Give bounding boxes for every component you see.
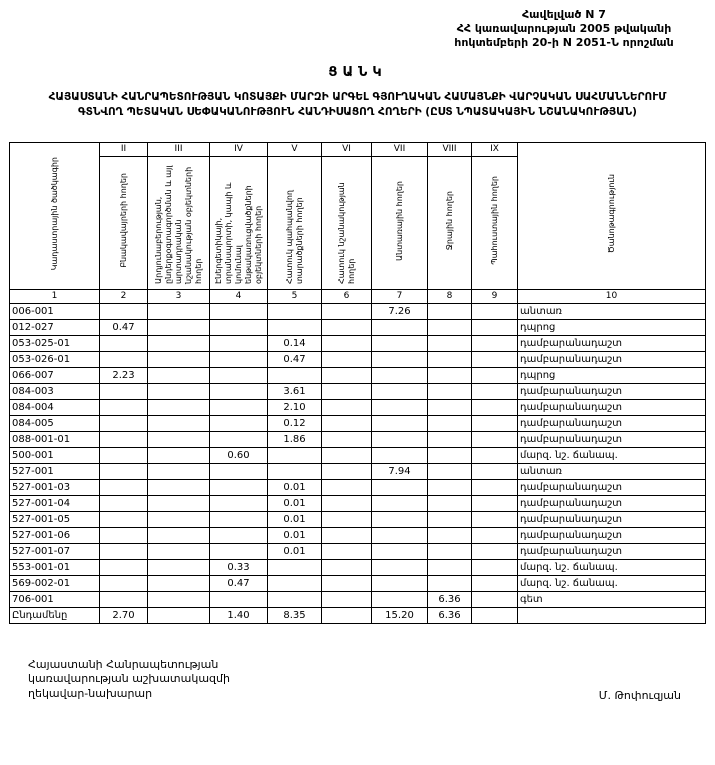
note-cell: դամբարանադաշտ <box>518 335 706 351</box>
note-cell: դամբարանադաշտ <box>518 527 706 543</box>
value-cell <box>372 591 428 607</box>
cadastral-code-cell: 084-003 <box>10 383 100 399</box>
value-cell <box>210 319 268 335</box>
value-cell <box>428 415 472 431</box>
value-cell: 0.01 <box>268 511 322 527</box>
value-cell <box>148 559 210 575</box>
note-cell: դամբարանադաշտ <box>518 511 706 527</box>
value-cell <box>472 431 518 447</box>
page-subtitle: ՀԱՅԱՍՏԱՆԻ ՀԱՆՐԱՊԵՏՈՒԹՅԱՆ ԿՈՏԱՅՔԻ ՄԱՐԶԻ ԱՐԳԵԼ ԳՅՈՒՂԱԿԱՆ ՀԱՄԱՅՆՔԻ ՎԱՐՉԱԿԱՆ ՍԱՀՄԱՆՆԵՐՈՒՄ ԳՏՆՎՈՂ ՊԵՏԱԿԱՆ ՍԵՓԱԿԱՆՈՒԹՅՈՒՆ ՀԱՆԴԻՍԱՑՈՂ ՀՈՂԵՐԻ (ԸՍՏ ՆՊԱՏԱԿԱՅԻՆ ՆՇԱՆԱԿՈՒԹՅԱՆ) <box>48 91 667 118</box>
note-cell <box>518 607 706 623</box>
value-cell <box>322 399 372 415</box>
value-cell <box>322 511 372 527</box>
value-cell <box>268 575 322 591</box>
table-row <box>10 527 706 543</box>
value-cell <box>210 399 268 415</box>
value-cell <box>428 367 472 383</box>
value-cell <box>100 335 148 351</box>
note-cell: գետ <box>518 591 706 607</box>
value-cell <box>268 591 322 607</box>
issuer-line-2: կառավարության աշխատակազմի <box>28 672 230 686</box>
column-header-forest <box>372 156 428 289</box>
value-cell <box>210 367 268 383</box>
value-cell: 7.94 <box>372 463 428 479</box>
value-cell <box>322 447 372 463</box>
value-cell <box>472 463 518 479</box>
table-row <box>10 479 706 495</box>
value-cell <box>148 575 210 591</box>
column-header-special-purpose <box>322 156 372 289</box>
cadastral-code-cell: 500-001 <box>10 447 100 463</box>
value-cell: 0.01 <box>268 479 322 495</box>
value-cell <box>372 335 428 351</box>
cadastral-code-cell: 088-001-01 <box>10 431 100 447</box>
value-cell <box>472 575 518 591</box>
value-cell <box>428 335 472 351</box>
value-cell <box>372 351 428 367</box>
number-row-cell: 4 <box>210 289 268 303</box>
number-row-cell: 9 <box>472 289 518 303</box>
note-cell: դամբարանադաշտ <box>518 543 706 559</box>
table-row <box>10 303 706 319</box>
rotated-header: Ջրային հողեր <box>444 191 454 251</box>
value-cell <box>210 303 268 319</box>
table-row <box>10 559 706 575</box>
value-cell <box>472 447 518 463</box>
rotated-header: Էներգետիկայի, տրանսպորտի, կապի և կոմունալ ենթակառուցվածքների օբյեկտների հողեր <box>213 182 263 284</box>
note-cell: դպրոց <box>518 319 706 335</box>
note-cell: մարզ. նշ. ճանապ. <box>518 447 706 463</box>
value-cell <box>148 319 210 335</box>
value-cell <box>210 463 268 479</box>
value-cell: 0.01 <box>268 543 322 559</box>
value-cell <box>428 495 472 511</box>
value-cell <box>100 495 148 511</box>
value-cell <box>100 351 148 367</box>
value-cell <box>322 607 372 623</box>
signature-name: Մ. Թոփուզյան <box>598 689 681 703</box>
value-cell: 6.36 <box>428 591 472 607</box>
value-cell <box>100 479 148 495</box>
value-cell <box>472 591 518 607</box>
value-cell <box>472 351 518 367</box>
table-row <box>10 431 706 447</box>
value-cell <box>322 463 372 479</box>
note-cell: անտառ <box>518 303 706 319</box>
value-cell: 1.86 <box>268 431 322 447</box>
value-cell <box>472 399 518 415</box>
number-row-cell: 6 <box>322 289 372 303</box>
value-cell <box>322 367 372 383</box>
rotated-header: Կադաստրային ծածկագիր <box>49 156 59 271</box>
value-cell <box>372 527 428 543</box>
value-cell <box>322 559 372 575</box>
value-cell <box>372 399 428 415</box>
value-cell <box>210 527 268 543</box>
value-cell: 0.47 <box>268 351 322 367</box>
value-cell <box>100 511 148 527</box>
column-header-note <box>518 142 706 289</box>
value-cell <box>210 431 268 447</box>
cadastral-code-cell: 053-026-01 <box>10 351 100 367</box>
table-row <box>10 383 706 399</box>
number-row-cell: 5 <box>268 289 322 303</box>
table-body <box>10 303 706 623</box>
value-cell <box>428 511 472 527</box>
value-cell: 0.33 <box>210 559 268 575</box>
cadastral-code-cell: 084-005 <box>10 415 100 431</box>
value-cell: 15.20 <box>372 607 428 623</box>
total-row <box>10 607 706 623</box>
cadastral-code-cell: 706-001 <box>10 591 100 607</box>
value-cell <box>268 303 322 319</box>
decree-header <box>429 8 699 49</box>
value-cell <box>472 543 518 559</box>
number-row-cell: 2 <box>100 289 148 303</box>
value-cell <box>472 527 518 543</box>
value-cell <box>210 495 268 511</box>
value-cell <box>472 607 518 623</box>
note-cell: դամբարանադաշտ <box>518 383 706 399</box>
value-cell <box>148 367 210 383</box>
roman-numeral-cell: II <box>100 142 148 156</box>
value-cell <box>372 431 428 447</box>
value-cell: 7.26 <box>372 303 428 319</box>
table-row <box>10 575 706 591</box>
value-cell <box>472 559 518 575</box>
value-cell <box>372 575 428 591</box>
value-cell: 8.35 <box>268 607 322 623</box>
value-cell: 6.36 <box>428 607 472 623</box>
value-cell <box>372 543 428 559</box>
number-row <box>10 289 706 303</box>
value-cell <box>322 415 372 431</box>
land-table <box>9 142 706 624</box>
value-cell <box>428 447 472 463</box>
value-cell <box>268 319 322 335</box>
value-cell <box>210 591 268 607</box>
value-cell <box>148 335 210 351</box>
rotated-header: Պահուստային հողեր <box>489 176 499 265</box>
value-cell <box>100 399 148 415</box>
value-cell <box>472 479 518 495</box>
cadastral-code-cell: 527-001-06 <box>10 527 100 543</box>
note-cell: դամբարանադաշտ <box>518 399 706 415</box>
note-cell: անտառ <box>518 463 706 479</box>
table-row <box>10 511 706 527</box>
value-cell <box>428 463 472 479</box>
value-cell <box>472 511 518 527</box>
rotated-header: Հատուկ պահպանվող տարածքների հողեր <box>284 189 304 284</box>
value-cell <box>210 479 268 495</box>
value-cell <box>322 383 372 399</box>
cadastral-code-cell: 527-001-04 <box>10 495 100 511</box>
value-cell <box>210 335 268 351</box>
value-cell <box>428 575 472 591</box>
value-cell <box>148 495 210 511</box>
note-cell: մարզ. նշ. ճանապ. <box>518 559 706 575</box>
value-cell <box>148 479 210 495</box>
column-header-residential <box>100 156 148 289</box>
number-row-cell: 8 <box>428 289 472 303</box>
cadastral-code-cell: 012-027 <box>10 319 100 335</box>
column-header-industrial <box>148 156 210 289</box>
value-cell <box>100 591 148 607</box>
value-cell <box>428 431 472 447</box>
column-header-reserve <box>472 156 518 289</box>
value-cell <box>428 479 472 495</box>
note-cell: դամբարանադաշտ <box>518 495 706 511</box>
value-cell <box>322 319 372 335</box>
value-cell <box>210 351 268 367</box>
roman-numeral-cell: III <box>148 142 210 156</box>
table-row <box>10 591 706 607</box>
value-cell: 0.60 <box>210 447 268 463</box>
note-cell: դամբարանադաշտ <box>518 415 706 431</box>
rotated-header: Ծանոթագրություն <box>606 174 616 254</box>
value-cell <box>268 367 322 383</box>
value-cell <box>428 399 472 415</box>
column-header-water <box>428 156 472 289</box>
value-cell <box>148 399 210 415</box>
roman-numeral-cell: IX <box>472 142 518 156</box>
value-cell: 2.70 <box>100 607 148 623</box>
value-cell <box>372 447 428 463</box>
value-cell: 0.47 <box>210 575 268 591</box>
value-cell <box>148 463 210 479</box>
note-cell: դպրոց <box>518 367 706 383</box>
column-header-energy-transport <box>210 156 268 289</box>
note-cell: դամբարանադաշտ <box>518 479 706 495</box>
cadastral-code-cell: 527-001-03 <box>10 479 100 495</box>
value-cell <box>210 511 268 527</box>
roman-numeral-cell: IV <box>210 142 268 156</box>
value-cell <box>210 415 268 431</box>
value-cell <box>268 447 322 463</box>
value-cell <box>472 367 518 383</box>
value-cell <box>322 543 372 559</box>
table-row <box>10 495 706 511</box>
table-row <box>10 367 706 383</box>
value-cell <box>428 319 472 335</box>
page-title: ՑԱՆԿ <box>328 65 387 81</box>
value-cell <box>428 383 472 399</box>
value-cell: 0.47 <box>100 319 148 335</box>
value-cell <box>100 431 148 447</box>
value-cell <box>322 303 372 319</box>
value-cell <box>322 479 372 495</box>
value-cell <box>472 383 518 399</box>
value-cell <box>100 543 148 559</box>
value-cell <box>428 559 472 575</box>
number-row-cell: 10 <box>518 289 706 303</box>
column-header-cadastral-code <box>10 142 100 289</box>
value-cell <box>148 351 210 367</box>
value-cell <box>372 383 428 399</box>
rotated-header: Անտառային հողեր <box>394 180 404 261</box>
value-cell <box>372 559 428 575</box>
cadastral-code-cell: 569-002-01 <box>10 575 100 591</box>
table-row <box>10 415 706 431</box>
roman-numeral-cell: V <box>268 142 322 156</box>
page <box>0 8 715 765</box>
value-cell: 0.12 <box>268 415 322 431</box>
value-cell <box>148 415 210 431</box>
value-cell <box>322 591 372 607</box>
value-cell <box>372 495 428 511</box>
cadastral-code-cell: 527-001-05 <box>10 511 100 527</box>
value-cell <box>428 303 472 319</box>
value-cell <box>100 575 148 591</box>
value-cell <box>322 575 372 591</box>
value-cell <box>472 415 518 431</box>
value-cell <box>148 447 210 463</box>
roman-numeral-cell: VIII <box>428 142 472 156</box>
value-cell <box>472 319 518 335</box>
value-cell <box>322 431 372 447</box>
value-cell <box>148 607 210 623</box>
table-row <box>10 463 706 479</box>
value-cell <box>148 383 210 399</box>
value-cell <box>148 303 210 319</box>
value-cell <box>148 543 210 559</box>
value-cell: 2.23 <box>100 367 148 383</box>
value-cell <box>372 479 428 495</box>
value-cell <box>322 527 372 543</box>
value-cell <box>472 335 518 351</box>
value-cell <box>322 351 372 367</box>
decree-line-1: ՀՀ կառավարության 2005 թվականի <box>456 21 672 35</box>
value-cell <box>100 447 148 463</box>
cadastral-code-cell: 084-004 <box>10 399 100 415</box>
table-row <box>10 543 706 559</box>
value-cell <box>268 463 322 479</box>
roman-numeral-cell: VII <box>372 142 428 156</box>
note-cell: դամբարանադաշտ <box>518 431 706 447</box>
footer <box>0 658 715 703</box>
table-row <box>10 351 706 367</box>
value-cell <box>472 303 518 319</box>
value-cell <box>210 543 268 559</box>
value-cell: 2.10 <box>268 399 322 415</box>
table-row <box>10 447 706 463</box>
value-cell: 1.40 <box>210 607 268 623</box>
rotated-header: Բնակավայրերի հողեր <box>118 173 128 269</box>
value-cell <box>100 383 148 399</box>
cadastral-code-cell: 053-025-01 <box>10 335 100 351</box>
value-cell: 0.01 <box>268 527 322 543</box>
value-cell <box>322 335 372 351</box>
value-cell <box>100 527 148 543</box>
issuer-line-3: ղեկավար-նախարար <box>28 687 153 701</box>
value-cell <box>100 303 148 319</box>
table-row <box>10 399 706 415</box>
value-cell <box>428 543 472 559</box>
table-row <box>10 319 706 335</box>
appendix-line: Հավելված N 7 <box>522 8 606 21</box>
number-row-cell: 7 <box>372 289 428 303</box>
value-cell: 3.61 <box>268 383 322 399</box>
value-cell <box>148 431 210 447</box>
value-cell: 0.01 <box>268 495 322 511</box>
cadastral-code-cell: 527-001 <box>10 463 100 479</box>
roman-numeral-cell: VI <box>322 142 372 156</box>
note-cell: մարզ. նշ. ճանապ. <box>518 575 706 591</box>
value-cell <box>148 591 210 607</box>
value-cell <box>268 559 322 575</box>
cadastral-code-cell: 527-001-07 <box>10 543 100 559</box>
value-cell <box>372 415 428 431</box>
value-cell <box>428 351 472 367</box>
roman-numeral-row <box>10 142 706 156</box>
value-cell <box>148 527 210 543</box>
number-row-cell: 3 <box>148 289 210 303</box>
value-cell <box>148 511 210 527</box>
value-cell <box>428 527 472 543</box>
note-cell: դամբարանադաշտ <box>518 351 706 367</box>
table-row <box>10 335 706 351</box>
value-cell <box>372 319 428 335</box>
issuer-line-1: Հայաստանի Հանրապետության <box>28 657 219 671</box>
value-cell <box>100 559 148 575</box>
value-cell <box>472 495 518 511</box>
total-label-cell: Ընդամենը <box>10 607 100 623</box>
value-cell <box>100 415 148 431</box>
value-cell <box>322 495 372 511</box>
column-header-protected-areas <box>268 156 322 289</box>
value-cell <box>372 511 428 527</box>
value-cell: 0.14 <box>268 335 322 351</box>
cadastral-code-cell: 006-001 <box>10 303 100 319</box>
rotated-header: Արդյունաբերության, ընդերքօգտագործման և այլ արտադրական նշանակության օբյեկտների հողեր <box>153 165 203 284</box>
cadastral-code-cell: 066-007 <box>10 367 100 383</box>
number-row-cell: 1 <box>10 289 100 303</box>
value-cell <box>100 463 148 479</box>
cadastral-code-cell: 553-001-01 <box>10 559 100 575</box>
issuer-block <box>28 658 230 703</box>
value-cell <box>372 367 428 383</box>
decree-line-2: հոկտեմբերի 20-ի N 2051-Ն որոշման <box>454 35 674 49</box>
rotated-header: Հատուկ նշանակության հողեր <box>336 181 356 284</box>
value-cell <box>210 383 268 399</box>
